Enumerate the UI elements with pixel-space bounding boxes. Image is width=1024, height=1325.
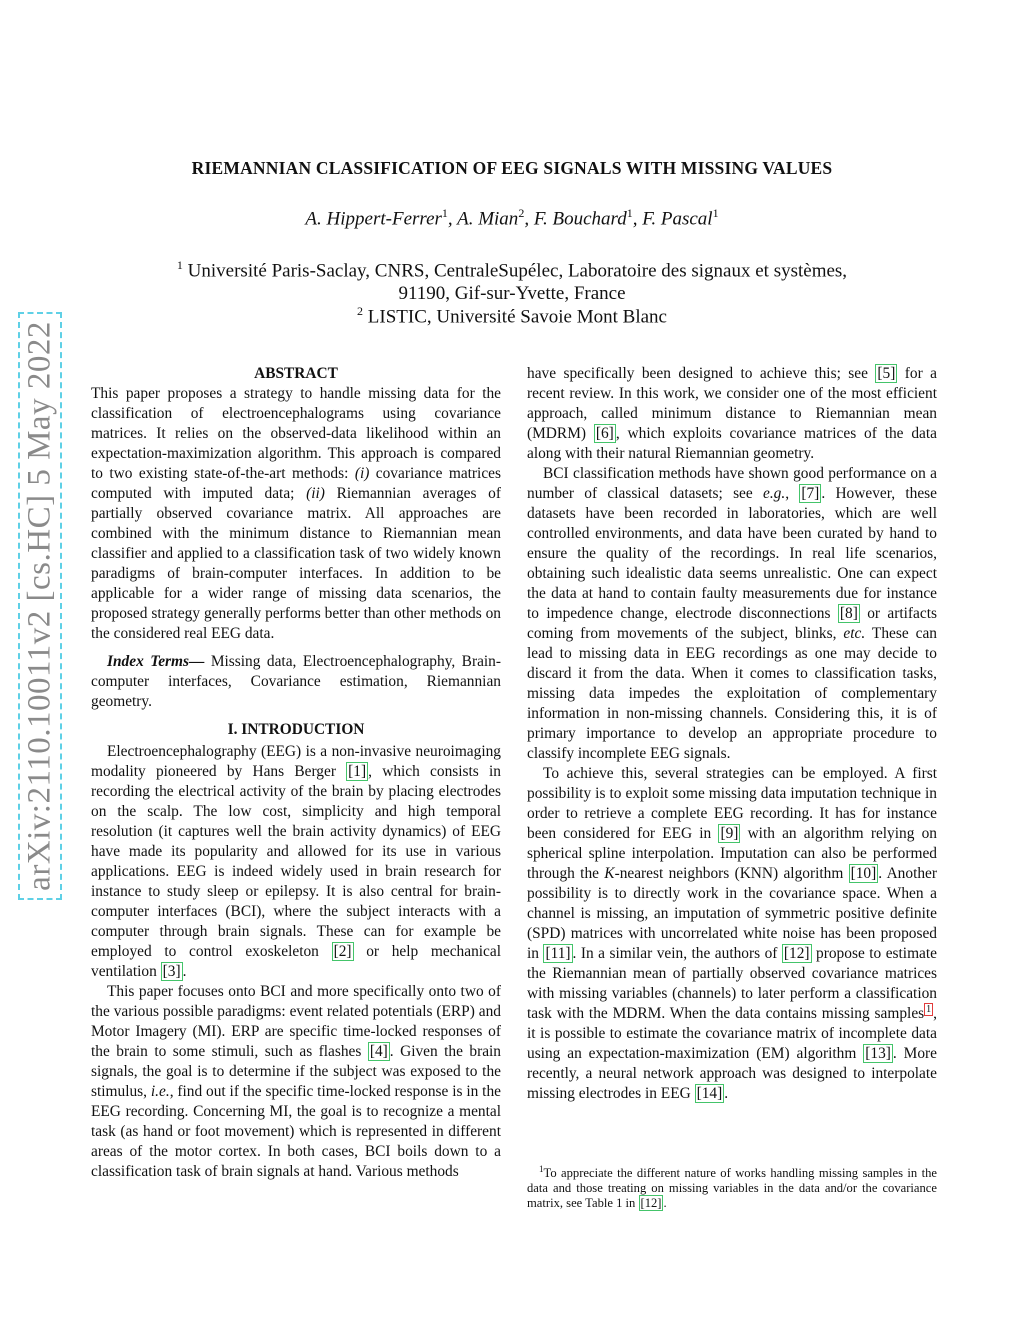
paper-title: RIEMANNIAN CLASSIFICATION OF EEG SIGNALS WITH MISSING VALUES [191, 158, 833, 178]
citation-link[interactable]: [1] [348, 763, 367, 780]
citation-link[interactable]: [11] [545, 945, 571, 962]
abstract-body: This paper proposes a strategy to handle missing data for the classification of electroencephalograms using covariance matrices. It relies on the observed-data likelihood within an expectation-maximization algorithm. This approach is compared to two existing state-of-the-art methods: (i) covariance matrices computed with imputed data; (ii) Riemannian averages of partially observed covariance matrix. All approaches are combined with the minimum distance to Riemannian mean classifier and applied to a classification task of two widely known paradigms of brain-computer interfaces. In addition to be applicable for a wider range of missing data scenarios, the proposed strategy generally performs better than other methods on the considered real EEG data. [91, 385, 501, 642]
author-affiliation-mark: 1 [626, 206, 633, 220]
citation-link[interactable]: [14] [696, 1085, 723, 1102]
citation-link[interactable]: [6] [595, 425, 614, 442]
citation-link[interactable]: [12] [783, 945, 810, 962]
author-name: A. Mian [457, 208, 519, 230]
citation-link[interactable]: [12] [640, 1196, 662, 1211]
author-name: F. Pascal [642, 208, 713, 230]
index-terms: Index Terms— Missing data, Electroencephalography, Brain-computer interfaces, Covariance estimation, Riemannian geometry. [91, 653, 502, 710]
citation-link[interactable]: [9] [720, 825, 739, 842]
affiliation-2 [0, 300, 1024, 328]
left-column [91, 364, 501, 1182]
affiliation-number: 2 [357, 304, 364, 318]
citation-link[interactable]: [10] [850, 865, 877, 882]
intro-paragraph-2: This paper focuses onto BCI and more specifically onto two of the various possible paradigms: event related potentials (ERP) and Motor Imagery (MI). ERP are specific time-locked responses of the brain to some stimuli, such as flashes [4] . Given the brain signals, the goal is to determine if the subject was exposed to the stimulus, i.e., find out if the specific time-locked response is in the EEG recording. Concerning MI, the goal is to recognize a mental task (as hand or foot movement) which is represented in different areas of the motor cortex. In both cases, BCI boils down to a classification task of brain signals at hand. Various methods [91, 983, 501, 1180]
citation-link[interactable]: [4] [369, 1043, 388, 1060]
index-terms-label: Index Terms— [107, 653, 205, 670]
affiliation-line: LISTIC, Université Savoie Mont Blanc [367, 306, 667, 328]
intro-paragraph-3: BCI classification methods have shown good performance on a number of classical datasets; see e.g., [7] . However, these datasets have been recorded in laboratories, which are well controlled environments, and data have been curated by hand to ensure the quality of the recordings. In real life scenarios, obtaining such idealistic data seems unrealistic. One can expect the data at hand to contain faulty measurements due for instance to impedence change, electrode disconnections [8] or artifacts coming from movements of the subject, blinks, etc. These can lead to missing data in EEG recordings as one may decide to discard it from the data. When it comes to classification tasks, missing data impedes the exploitation of complementary information in non-missing channels. Considering this, it is of primary importance to develop an appropriate procedure to classify incomplete EEG signals. [527, 465, 937, 762]
author-affiliation-mark: 1 [712, 206, 719, 220]
arxiv-identifier: arXiv:2110.10011v2 [cs.HC] 5 May 2022 [21, 321, 58, 891]
footnote-number: 1 [539, 1164, 544, 1174]
author-affiliation-mark: 2 [518, 206, 525, 220]
author-list: A. Hippert-Ferrer$^1$, A. Mian$^2$, F. Bouchard$^1$, F. Pascal$^1$ [305, 206, 719, 230]
author-name: A. Hippert-Ferrer [305, 208, 442, 230]
citation-link[interactable]: [13] [865, 1045, 891, 1062]
abstract-heading: ABSTRACT [254, 365, 338, 382]
footnote-marker[interactable]: 1 [926, 1003, 932, 1015]
citation-link[interactable]: [7] [801, 485, 820, 502]
affiliation-number: 1 [176, 258, 183, 272]
footnote: $^1$To appreciate the different nature of works handling missing samples in the data and those treating on missing variables in the data and/or the covariance matrix, see Table 1 in [12] . [527, 1164, 937, 1211]
citation-link[interactable]: [5] [877, 365, 896, 382]
citation-link[interactable]: [3] [162, 963, 181, 980]
right-column [527, 364, 937, 1104]
affiliation-line: Université Paris-Saclay, CNRS, CentraleSupélec, Laboratoire des signaux et systèmes, [187, 260, 848, 282]
author-name: F. Bouchard [533, 208, 627, 230]
arxiv-stamp [18, 312, 62, 900]
intro-paragraph-continued: have specifically been designed to achieve this; see [5] for a recent review. In this work, we consider one of the most efficient approach, called minimum distance to Riemannian mean (MDRM) [6] , which exploits covariance matrices of the data along with their natural Riemannian geometry. [527, 365, 937, 462]
citation-link[interactable]: [8] [839, 605, 858, 622]
intro-paragraph-1: Electroencephalography (EEG) is a non-invasive neuroimaging modality pioneered by Hans Berger [1] , which consists in recording the electrical activity of the brain by placing electrodes on the scalp. The low cost, simplicity and high temporal resolution (it captures well the brain activity dynamics) of EEG have made its popularity and allowed for its use in various applications. EEG is indeed widely used in brain research for instance to study sleep or epilepsy. It is also central for brain-computer interfaces (BCI), where the subject interacts with a computer through brain signals. These can for example be employed to control exoskeleton [2] or help mechanical ventilation [3] . [91, 743, 501, 980]
intro-paragraph-4: To achieve this, several strategies can be employed. A first possibility is to exploit some missing data imputation technique in order to retrieve a complete EEG recording. It has for instance been considered for EEG in [9] with an algorithm relying on spherical spline interpolation. Imputation can also be performed through the K-nearest neighbors (KNN) algorithm [10] . Another possibility is to directly work in the covariance space. When a channel is missing, an imputation of symmetric positive definite (SPD) matrices with uncorrelated white noise has been proposed in [11] . In a similar vein, the authors of [12] propose to estimate the Riemannian mean of partially observed covariance matrices with missing variables (channels) to later perform a classification task with the MDRM. When the data contains missing samples $^1$ , it is possible to estimate the covariance matrix of incomplete data using an expectation-maximization (EM) algorithm [13] . More recently, a neural network approach was designed to interpolate missing electrodes in EEG [14] . [527, 765, 937, 1102]
author-affiliation-mark: 1 [441, 206, 448, 220]
affiliation-line: 91190, Gif-sur-Yvette, France [398, 283, 626, 305]
section-heading-introduction: I. INTRODUCTION [227, 721, 365, 738]
citation-link[interactable]: [2] [333, 943, 352, 960]
affiliation-1 [0, 254, 1024, 305]
